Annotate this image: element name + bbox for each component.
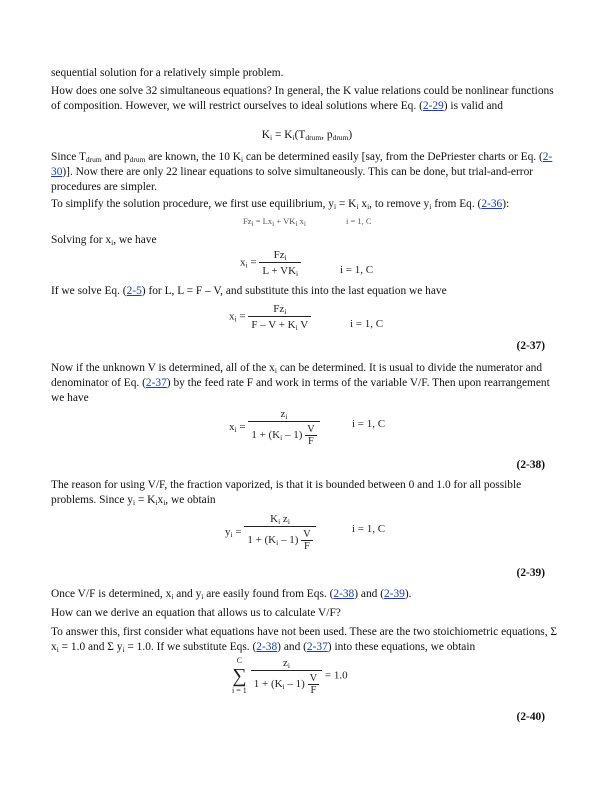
paragraph-10: How can we derive an equation that allows us to calculate V/F?: [51, 607, 341, 619]
eq-link-2-29[interactable]: 2-29: [422, 100, 444, 112]
equation-2-39-range: i = 1, C: [352, 523, 386, 535]
equation-x-i-1: $x_i$ = $\frac{Fz_i}{L + VK_i}$: [240, 249, 301, 277]
paragraph-11: To answer this, first consider what equations have not been used. These are the two stoichiometric equations, Σ $x_i = 1.0$ and Σ $y_i = 1.0$. If we substitute Eqs. (2-38) and (2-37) into these equations, we obtain: [51, 626, 558, 654]
paragraph-2: How does one solve 32 simultaneous equations? In general, the K value relations could be nonlinear functions of composition. However, we will restrict ourselves to ideal solutions where Eq. (2-29) is valid and: [51, 85, 554, 112]
equation-2-37-range: i = 1, C: [350, 318, 384, 330]
equation-x-i-1-range: i = 1, C: [340, 264, 374, 276]
paragraph-7: Now if the unknown V is determined, all of the $x_i$ can be determined. It is usual to divide the numerator and denominator of Eq. (2-37) by the feed rate F and work in terms of the variable V/F. Then upon rearrangement we have: [51, 362, 550, 404]
equation-2-37: $x_i$ = $\frac{Fz_i}{F - V + K_i V}$: [229, 303, 311, 331]
eq-link-2-38-b[interactable]: 2-38: [256, 641, 278, 653]
equation-mass-balance-range: i = 1, C: [346, 216, 372, 226]
paragraph-5: Solving for $x_i$, we have: [51, 234, 157, 247]
paragraph-9: Once V/F is determined, $x_i$ and $y_i$ are easily found from Eqs. (2-38) and (2-39).: [51, 588, 412, 601]
eq-link-2-37[interactable]: 2-37: [145, 377, 167, 389]
equation-2-38-range: i = 1, C: [352, 418, 386, 430]
eq-link-2-39[interactable]: 2-39: [384, 588, 405, 600]
paragraph-6: If we solve Eq. (2-5) for L, L = F – V, and substitute this into the last equation we have: [51, 285, 447, 297]
paragraph-4: To simplify the solution procedure, we first use equilibrium, $y_i = K_i$ $x_i$, to remove $y_i$ from Eq. (2-36):: [51, 198, 510, 211]
eq-link-2-30[interactable]: 2-30: [51, 151, 553, 178]
equation-number-2-40: (2-40): [516, 711, 545, 723]
eq-link-2-37-b[interactable]: 2-37: [306, 641, 328, 653]
eq-link-2-36[interactable]: 2-36: [481, 198, 503, 210]
eq-link-2-5[interactable]: 2-5: [126, 285, 142, 297]
equation-number-2-39: (2-39): [516, 567, 545, 579]
equation-mass-balance: $Fz_i = Lx_i + VK_i$ $x_i$: [243, 216, 306, 228]
summation-symbol: C ∑ i = 1: [232, 656, 247, 695]
eq-link-2-38[interactable]: 2-38: [333, 588, 355, 600]
paragraph-8: The reason for using V/F, the fraction vaporized, is that it is bounded between 0 and 1.0 for all possible problems. Since $y_i = K_ix_i$, we obtain: [51, 479, 522, 507]
equation-number-2-38: (2-38): [516, 459, 545, 471]
paragraph-3: Since $T_{drum}$ and $p_{drum}$ are known, the 10 $K_i$ can be determined easily [say, from the DePriester charts or Eq. (2-30)]. Now there are only 22 linear equations to solve simultaneously. This can be done, but trial-and-error procedures are simpler.: [51, 151, 553, 193]
paragraph-1: sequential solution for a relatively simple problem.: [51, 67, 284, 79]
equation-2-38: $x_i$ = $z_i$ $1 + (K_i - 1)$ $\frac{V}{F}$: [229, 408, 320, 447]
equation-2-40: C ∑ i = 1 $z_i$ $1 + (K_i - 1)$ $\frac{V}{F}$ = 1.0: [232, 656, 348, 696]
equation-2-39: $y_i$ = $K_i$ $z_i$ $1 + (K_i - 1)$ $\frac{V}{F}$: [225, 513, 316, 552]
k-value-relation: $K_i = K_i(T_{drum}$, $p_{drum}$): [261, 129, 353, 142]
equation-number-2-37: (2-37): [516, 340, 545, 352]
